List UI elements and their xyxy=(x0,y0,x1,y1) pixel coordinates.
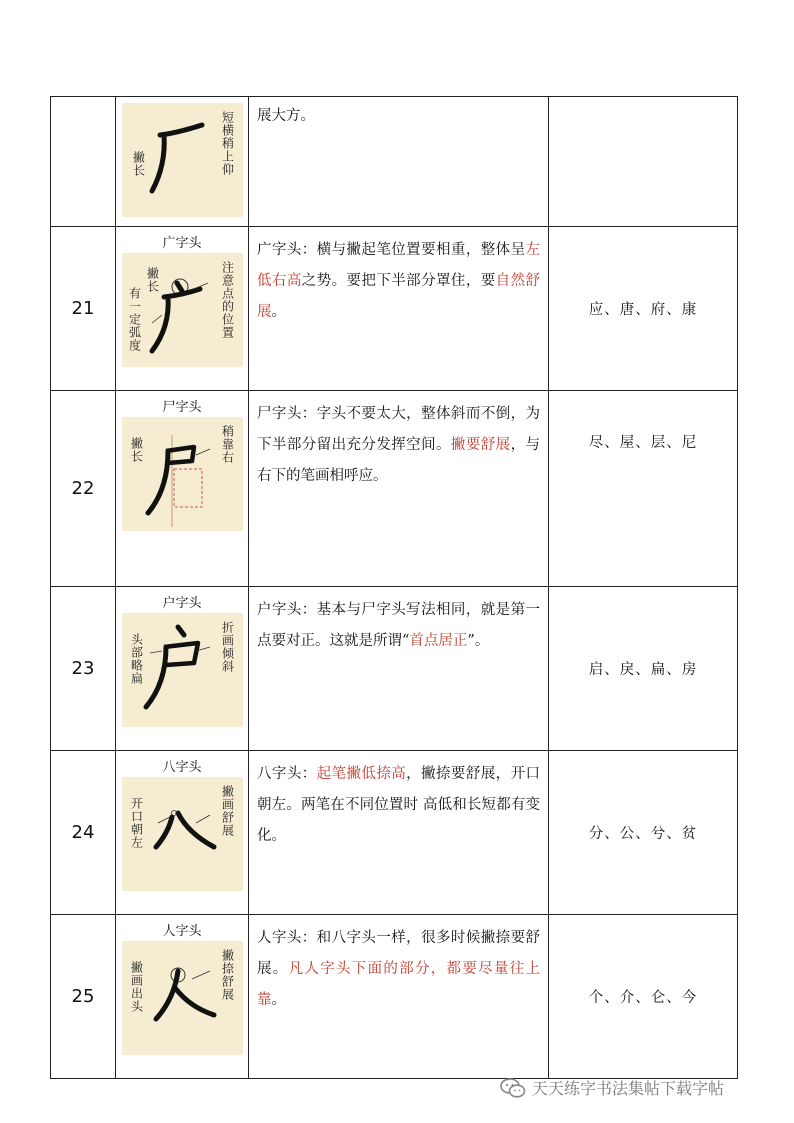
description-text: 广字头：横与撇起笔位置要相重，整体呈 xyxy=(257,242,526,258)
table-row xyxy=(51,915,738,1079)
stroke-note-left-secondary: 撇长 xyxy=(145,267,160,293)
description-text: 户字头：基本与尸字头写法相同，就是第一点要对正。这就是所谓“ xyxy=(257,602,540,649)
radical-description xyxy=(249,915,549,1079)
stroke-note-left: 有一定弧度 xyxy=(127,287,142,352)
emphasis-text: 起笔撇低捺高 xyxy=(316,766,407,782)
row-number: 21 xyxy=(51,227,116,391)
row-number: 25 xyxy=(51,915,116,1079)
example-characters: 尽、屋、层、尼 xyxy=(549,391,738,587)
radical-description xyxy=(249,97,549,227)
radical-illustration-cell xyxy=(116,97,249,227)
stroke-note-left: 撇长 xyxy=(131,151,146,177)
radical-glyph-panel xyxy=(122,777,243,891)
table-row xyxy=(51,587,738,751)
radical-title: 户字头 xyxy=(162,596,202,611)
description-text: 。 xyxy=(271,304,286,320)
row-number: 23 xyxy=(51,587,116,751)
radical-title: 尸字头 xyxy=(162,400,202,415)
description-text: 人字头：和八字头一样，很多时候撇捺要舒展。 xyxy=(257,930,540,977)
watermark xyxy=(500,1076,724,1099)
stroke-note-left: 开口朝左 xyxy=(129,797,144,849)
radical-description xyxy=(249,587,549,751)
example-characters: 启、戾、扁、房 xyxy=(549,587,738,751)
radical-glyph-panel xyxy=(122,253,243,367)
radical-title: 广字头 xyxy=(162,236,202,251)
radical-title: 八字头 xyxy=(162,760,202,775)
radical-illustration-cell xyxy=(116,587,249,751)
description-text: 。 xyxy=(271,992,286,1008)
stroke-note-left: 撇画出头 xyxy=(129,961,144,1013)
radical-title: 人字头 xyxy=(162,924,202,939)
description-text: 八字头： xyxy=(257,766,317,782)
radical-illustration-cell xyxy=(116,227,249,391)
emphasis-text: 左低右高 xyxy=(257,242,540,289)
table-row xyxy=(51,97,738,227)
radical-table xyxy=(50,96,738,1079)
example-characters: 个、介、仑、今 xyxy=(549,915,738,1079)
description-text: ，撇捺要舒展，开口朝左。两笔在不同位置时 高低和长短都有变化。 xyxy=(257,766,541,844)
radical-description xyxy=(249,227,549,391)
description-text: 尸字头：字头不要太大，整体斜而不倒，为下半部分留出充分发挥空间。 xyxy=(257,406,540,453)
wechat-icon xyxy=(500,1078,526,1098)
stroke-note-left: 头部略扁 xyxy=(129,633,144,685)
stroke-note-right: 短横稍上仰 xyxy=(220,111,235,176)
emphasis-text: 自然舒展 xyxy=(257,273,541,320)
stroke-note-left: 撇长 xyxy=(129,437,144,463)
example-characters: 应、唐、府、康 xyxy=(549,227,738,391)
radical-illustration-cell xyxy=(116,751,249,915)
table-row xyxy=(51,227,738,391)
description-text: 之势。要把下半部分罩住，要 xyxy=(301,273,496,289)
emphasis-text: 首点居正 xyxy=(409,633,468,649)
radical-glyph-panel xyxy=(122,417,243,531)
stroke-note-right: 稍靠右 xyxy=(220,425,235,464)
table-row xyxy=(51,391,738,587)
table-row xyxy=(51,751,738,915)
description-text: ”。 xyxy=(467,633,490,649)
row-number xyxy=(51,97,116,227)
radical-illustration-cell xyxy=(116,391,249,587)
example-characters xyxy=(549,97,738,227)
stroke-note-right: 注意点的位置 xyxy=(220,261,235,339)
stroke-note-right: 撇画舒展 xyxy=(220,785,235,837)
stroke-note-right: 折画倾斜 xyxy=(220,621,235,673)
emphasis-text: 凡人字头下面的部分，都要尽量往上靠 xyxy=(257,961,541,1008)
radical-glyph-panel xyxy=(122,613,243,727)
row-number: 24 xyxy=(51,751,116,915)
example-characters: 分、公、兮、贫 xyxy=(549,751,738,915)
emphasis-text: 撇要舒展 xyxy=(450,437,511,453)
description-text: ，与右下的笔画相呼应。 xyxy=(257,437,541,484)
radical-illustration-cell xyxy=(116,915,249,1079)
radical-description xyxy=(249,751,549,915)
radical-glyph-panel xyxy=(122,941,243,1055)
watermark-text: 天天练字书法集帖下载字帖 xyxy=(532,1079,725,1098)
stroke-note-right: 撇捺舒展 xyxy=(220,949,235,1001)
row-number: 22 xyxy=(51,391,116,587)
radical-description xyxy=(249,391,549,587)
description-text: 展大方。 xyxy=(257,108,315,124)
radical-glyph-panel xyxy=(122,103,243,217)
